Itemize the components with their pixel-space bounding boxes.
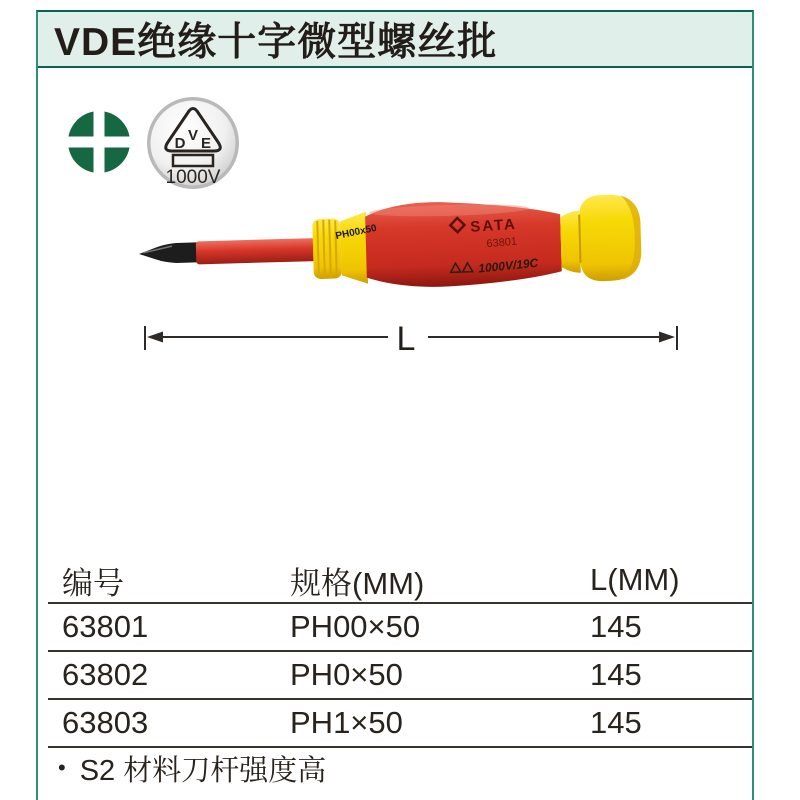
arrow-right-icon bbox=[659, 332, 675, 343]
vde-letter-v: V bbox=[187, 127, 199, 144]
vde-letter-e: E bbox=[200, 135, 212, 152]
screwdriver-photo bbox=[130, 192, 650, 300]
phillips-cross-vbar bbox=[94, 110, 105, 174]
page-title: VDE绝缘十字微型螺丝批 bbox=[54, 21, 498, 64]
cell-code: 63803 bbox=[62, 705, 149, 740]
cell-length: 145 bbox=[590, 657, 642, 692]
tip-size-marking: PH00x50 bbox=[334, 222, 378, 243]
bullet-icon: • bbox=[58, 755, 66, 780]
collar-cone bbox=[340, 212, 368, 285]
cell-length: 145 bbox=[590, 609, 642, 644]
feature-note bbox=[48, 744, 752, 792]
cell-spec: PH1×50 bbox=[290, 705, 403, 740]
brand-marking: SATA bbox=[469, 215, 518, 236]
table-row bbox=[48, 604, 752, 652]
note-text: S2 材料刀杆强度高 bbox=[79, 754, 327, 787]
title-bar bbox=[38, 12, 752, 68]
cell-length: 145 bbox=[590, 705, 642, 740]
cap-neck-line bbox=[579, 215, 580, 263]
table-header-row bbox=[48, 558, 752, 604]
cell-code: 63801 bbox=[62, 609, 149, 644]
dimension-line bbox=[138, 320, 684, 358]
arrow-left-icon bbox=[147, 332, 163, 343]
column-header-length: L(MM) bbox=[590, 562, 680, 597]
table-row bbox=[48, 652, 752, 700]
screwdriver-tip bbox=[139, 242, 201, 264]
phillips-cross-icon bbox=[67, 110, 131, 174]
rating-marking: 1000V/19C bbox=[477, 255, 539, 276]
vde-letter-d: D bbox=[174, 135, 186, 152]
spec-table bbox=[48, 558, 752, 748]
model-marking: 63801 bbox=[486, 235, 518, 251]
dimension-label: L bbox=[396, 320, 416, 358]
vde-voltage-label: 1000V bbox=[165, 167, 221, 188]
cell-spec: PH0×50 bbox=[290, 657, 403, 692]
vde-1000v-badge bbox=[145, 95, 241, 191]
cell-spec: PH00×50 bbox=[290, 609, 421, 644]
cell-code: 63802 bbox=[62, 657, 149, 692]
column-header-code: 编号 bbox=[62, 565, 124, 601]
cap-neck bbox=[560, 211, 581, 274]
table-row bbox=[48, 700, 752, 748]
column-header-spec: 规格(MM) bbox=[290, 565, 425, 601]
screwdriver-shaft bbox=[196, 238, 319, 264]
